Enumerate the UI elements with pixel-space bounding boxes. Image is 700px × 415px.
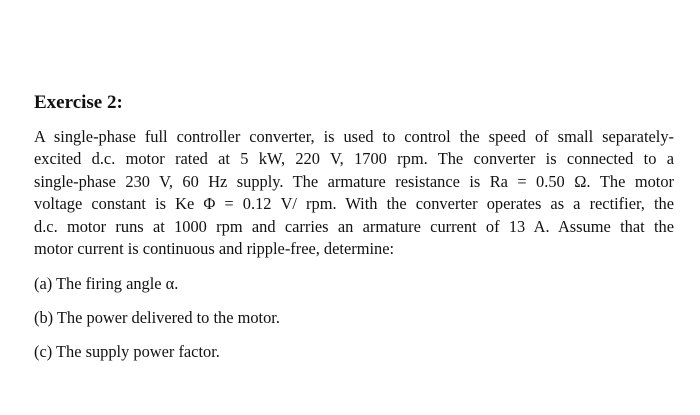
question-parts <box>34 273 674 363</box>
problem-line: A single-phase full controller converter, is used to control the speed of small separately- <box>34 127 674 146</box>
problem-line: excited d.c. motor rated at 5 kW, 220 V, 1700 rpm. The converter is connected to a <box>34 149 674 169</box>
problem-line: motor current is continuous and ripple-free, determine: <box>34 239 395 259</box>
question-part-c: (c) The supply power factor. <box>34 342 220 362</box>
problem-statement <box>34 126 674 260</box>
exercise-document <box>34 92 674 375</box>
question-part-b: (b) The power delivered to the motor. <box>34 308 280 328</box>
problem-line: d.c. motor runs at 1000 rpm and carries an armature current of 13 A. Assume that the <box>34 216 674 236</box>
problem-line: single-phase 230 V, 60 Hz supply. The armature resistance is Ra = 0.50 Ω. The motor <box>34 171 674 191</box>
exercise-heading: Exercise 2: <box>34 92 123 113</box>
question-part-a: (a) The firing angle α. <box>34 274 179 294</box>
problem-line: voltage constant is Ke Φ = 0.12 V/ rpm. With the converter operates as a rectifier, the <box>34 194 674 214</box>
